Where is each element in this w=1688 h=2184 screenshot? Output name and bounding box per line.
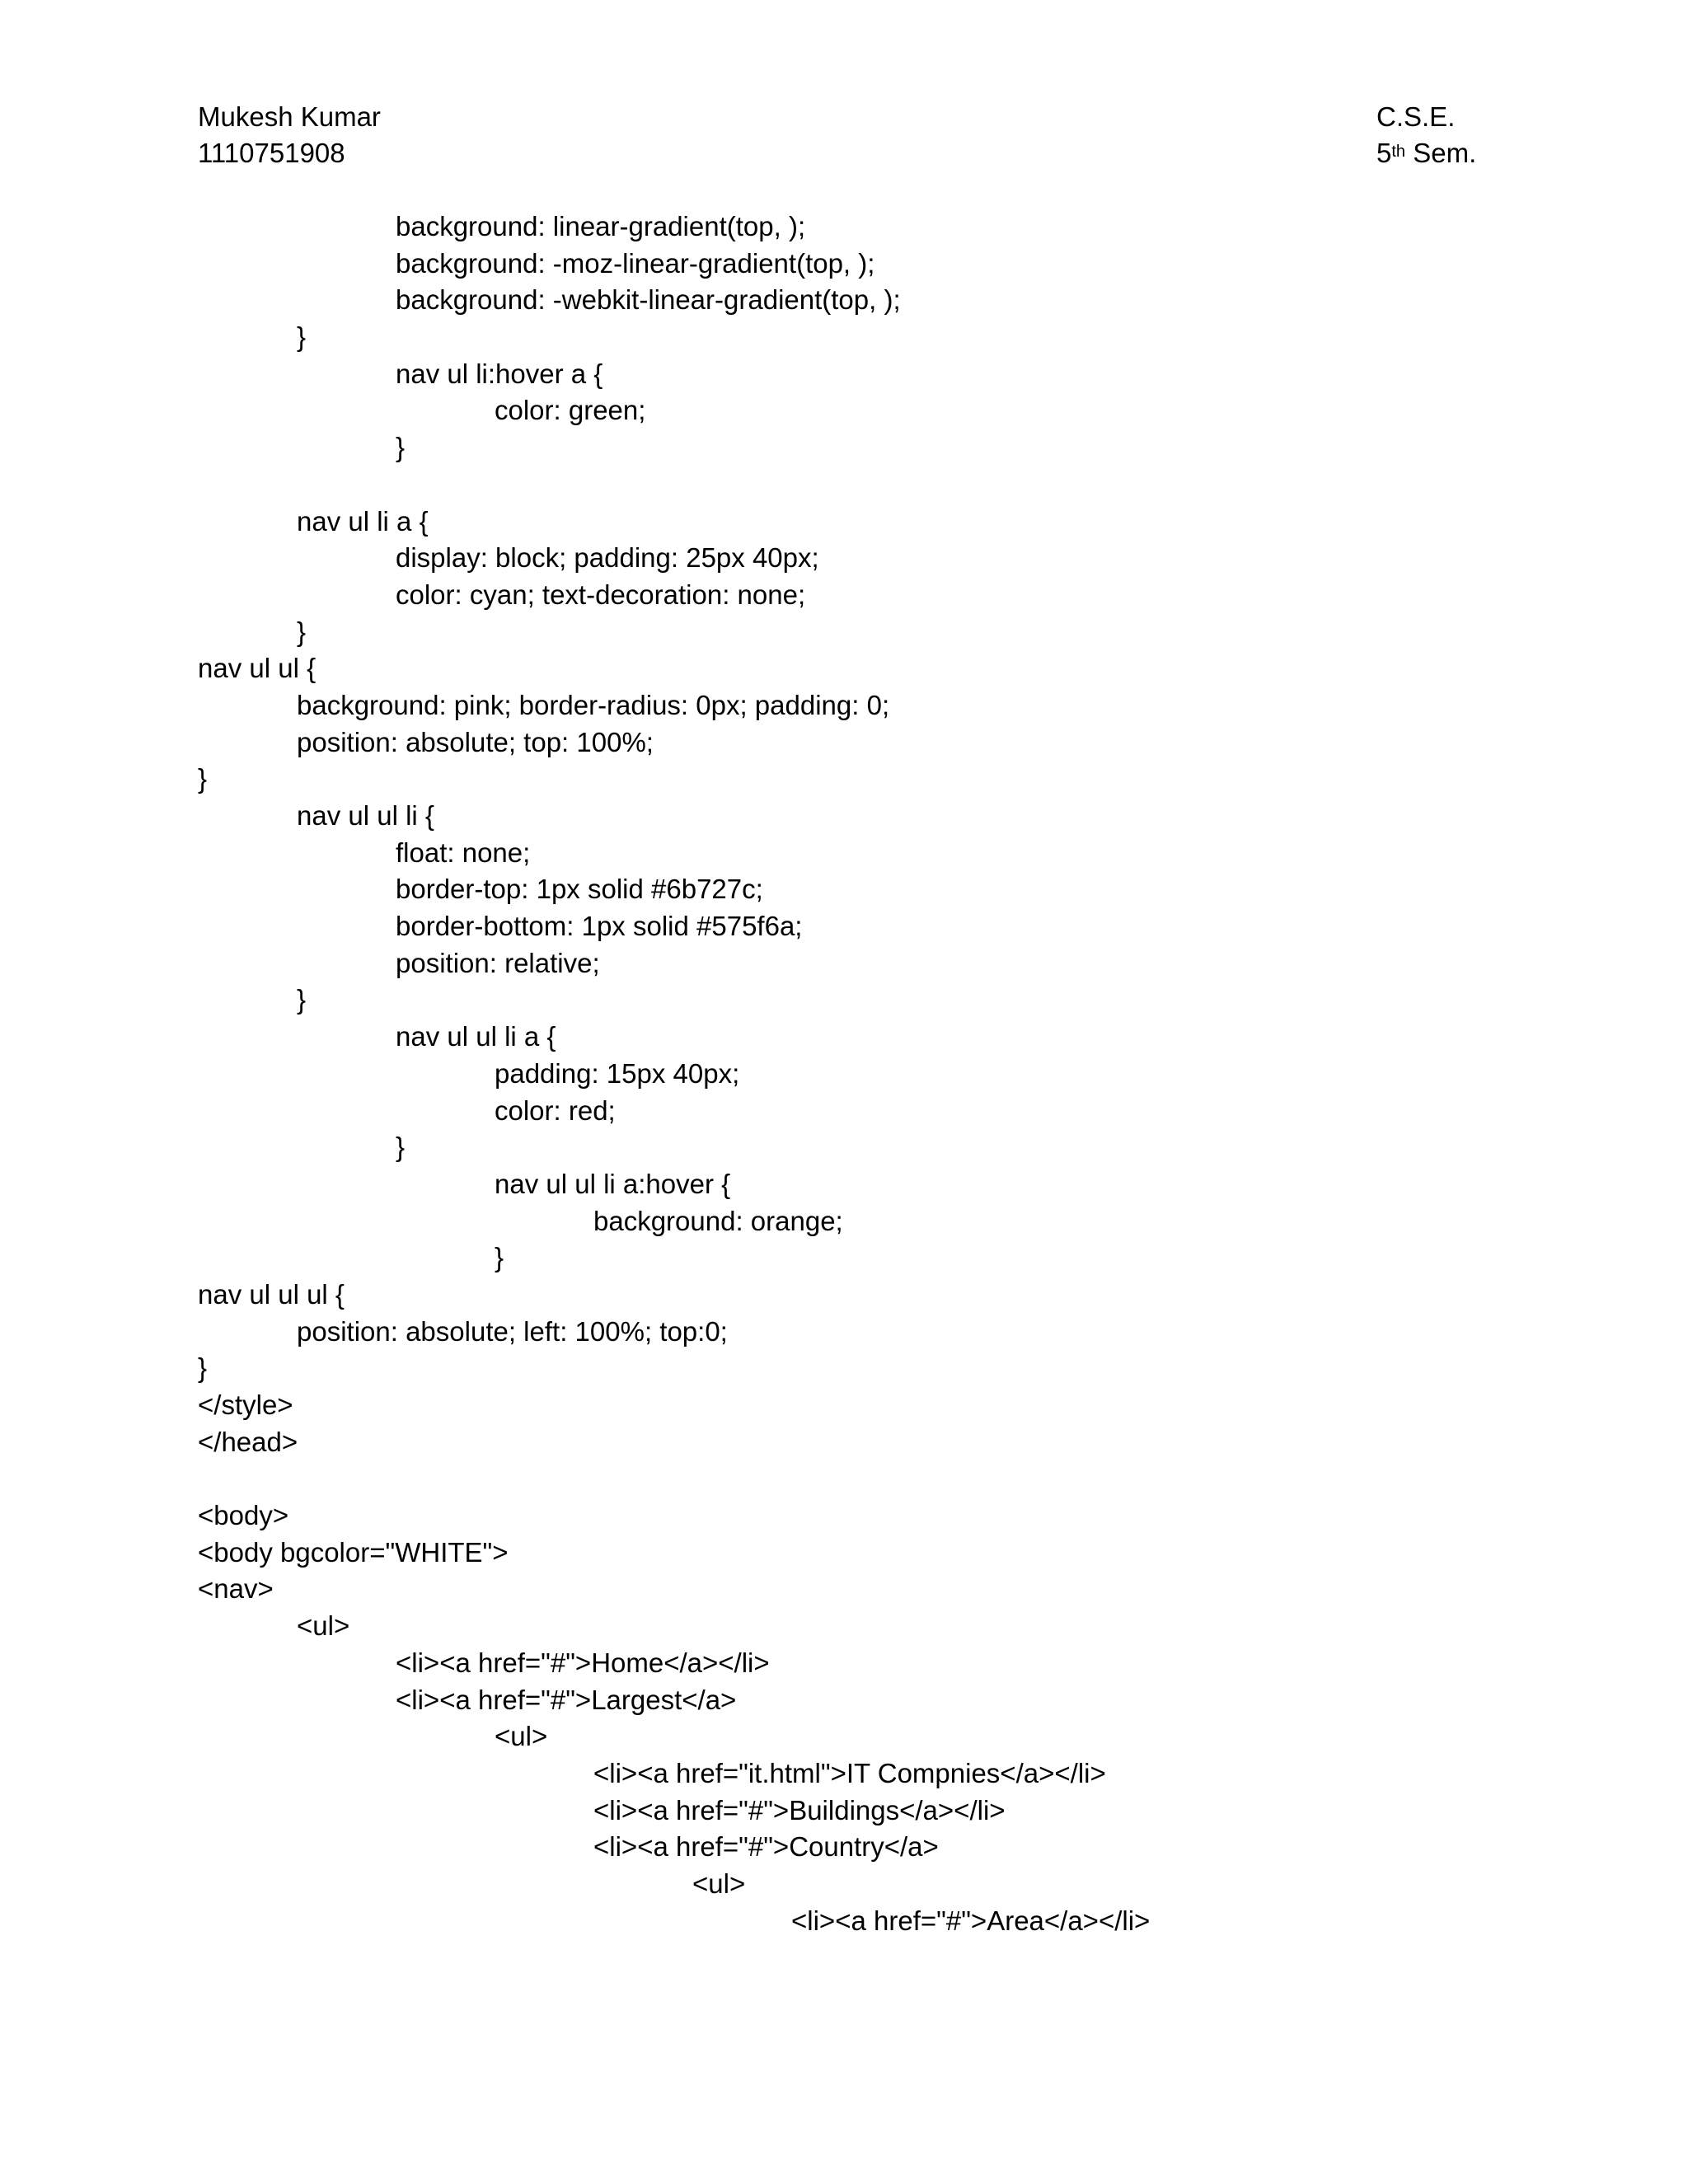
code-line: display: block; padding: 25px 40px; (396, 542, 819, 574)
code-line: <ul> (297, 1610, 350, 1642)
header-right (1376, 99, 1476, 171)
semester-text: Sem. (1405, 138, 1477, 168)
header-left (198, 99, 381, 171)
code-line: nav ul li:hover a { (396, 358, 603, 389)
code-line: <body bgcolor="WHITE"> (198, 1536, 509, 1568)
semester-number: 5 (1376, 138, 1392, 168)
code-line (198, 1460, 1150, 1497)
code-line: nav ul li a { (297, 505, 429, 537)
semester-label (1376, 135, 1476, 171)
roll-number: 1110751908 (198, 138, 345, 168)
code-line: background: orange; (593, 1205, 843, 1236)
code-line: <ul> (692, 1868, 746, 1899)
code-line: border-top: 1px solid #6b727c; (396, 874, 763, 905)
code-line: color: green; (495, 395, 646, 426)
code-line: <li><a href="#">Home</a></li> (396, 1647, 770, 1678)
code-line: position: relative; (396, 947, 600, 978)
code-line: <li><a href="#">Buildings</a></li> (593, 1794, 1006, 1825)
code-line: position: absolute; top: 100%; (297, 726, 654, 757)
code-line: <li><a href="#">Area</a></li> (791, 1905, 1151, 1936)
code-line: } (396, 1132, 406, 1163)
code-line: } (297, 616, 307, 647)
code-line: <nav> (198, 1573, 274, 1605)
code-line: color: cyan; text-decoration: none; (396, 579, 806, 610)
code-line: } (297, 321, 307, 353)
code-line: nav ul ul { (198, 653, 316, 684)
branch-label: C.S.E. (1376, 101, 1456, 132)
code-line (198, 466, 1150, 504)
code-line: border-bottom: 1px solid #575f6a; (396, 911, 803, 942)
code-line: nav ul ul li a { (396, 1021, 556, 1052)
code-line: } (495, 1242, 504, 1273)
code-line: nav ul ul li a:hover { (495, 1168, 731, 1199)
code-line: </head> (198, 1426, 298, 1457)
code-line: } (198, 763, 208, 794)
code-line: } (396, 432, 406, 463)
semester-suffix: th (1391, 143, 1406, 161)
code-line: nav ul ul li { (297, 800, 434, 831)
code-line: background: -moz-linear-gradient(top, ); (396, 247, 875, 279)
code-line: </style> (198, 1390, 293, 1420)
code-listing (198, 209, 1150, 1939)
code-line: color: red; (495, 1094, 616, 1126)
code-line: float: none; (396, 837, 531, 868)
code-line: <li><a href="#">Largest</a> (396, 1684, 737, 1715)
code-line: nav ul ul ul { (198, 1278, 345, 1310)
code-line: background: linear-gradient(top, ); (396, 211, 806, 241)
code-line: <body> (198, 1500, 289, 1531)
code-line: <li><a href="it.html">IT Compnies</a></li> (593, 1757, 1106, 1788)
code-line: padding: 15px 40px; (495, 1057, 740, 1089)
code-line: } (297, 984, 307, 1015)
code-line: <li><a href="#">Country</a> (593, 1831, 939, 1863)
author-name: Mukesh Kumar (198, 101, 381, 132)
code-line: <ul> (495, 1721, 548, 1752)
code-line: } (198, 1352, 208, 1384)
code-line: background: pink; border-radius: 0px; padding: 0; (297, 689, 890, 720)
code-line: position: absolute; left: 100%; top:0; (297, 1315, 728, 1347)
code-line: background: -webkit-linear-gradient(top, ); (396, 284, 901, 316)
